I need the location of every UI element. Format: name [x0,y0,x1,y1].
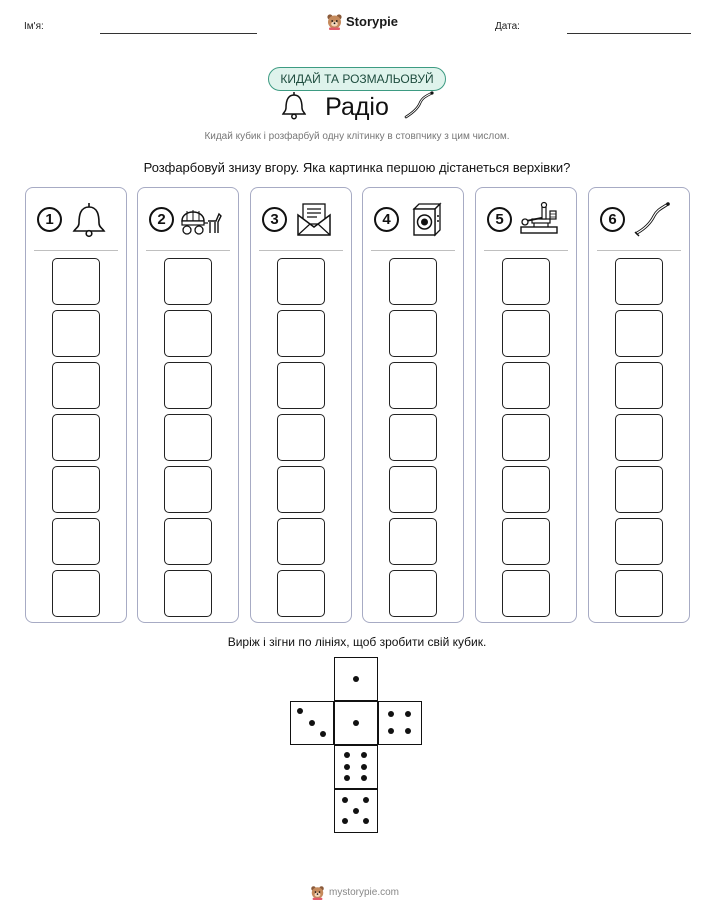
color-cell[interactable] [389,258,437,305]
column-number: 1 [37,207,62,232]
telegraph-key-icon [518,199,560,239]
footer-url[interactable]: mystorypie.com [329,887,400,898]
antenna-wire-icon [402,90,436,120]
bear-logo-icon [326,13,343,30]
color-cell[interactable] [164,518,212,565]
column-header [138,198,238,242]
color-cell[interactable] [52,466,100,513]
column-number: 3 [262,207,287,232]
dice-pip [405,711,411,717]
game-type-badge: КИДАЙ ТА РОЗМАЛЬОВУЙ [268,67,446,91]
color-cell[interactable] [277,518,325,565]
color-cell[interactable] [277,570,325,617]
color-cell[interactable] [277,362,325,409]
color-cell[interactable] [164,414,212,461]
brand-logo [326,13,398,30]
bear-logo-icon [310,885,325,900]
color-cell[interactable] [277,310,325,357]
color-cell[interactable] [277,466,325,513]
name-label: Ім'я: [24,21,44,32]
color-cell[interactable] [502,570,550,617]
dice-pip [297,708,303,714]
column-header [589,198,689,242]
color-cell[interactable] [502,466,550,513]
column-divider [34,250,118,251]
column-2 [137,187,239,623]
color-cell[interactable] [615,570,663,617]
horse-wagon-icon [180,199,222,239]
color-cell[interactable] [52,310,100,357]
color-cell[interactable] [277,258,325,305]
column-header [476,198,576,242]
color-cell[interactable] [164,570,212,617]
speaker-box-icon [405,199,447,239]
dice-pip [342,818,348,824]
color-cell[interactable] [52,570,100,617]
column-divider [259,250,343,251]
color-cell[interactable] [502,310,550,357]
dice-pip [388,711,394,717]
column-number: 2 [149,207,174,232]
column-header [251,198,351,242]
column-5 [475,187,577,623]
color-cell[interactable] [52,258,100,305]
dice-pip [388,728,394,734]
column-number: 5 [487,207,512,232]
dice-pip [344,775,350,781]
brand-name: Storypie [346,14,399,29]
footer [310,885,399,900]
dice-pip [342,797,348,803]
dice-pip [353,676,359,682]
page-title: Радіо [325,93,389,121]
dice-pip [361,775,367,781]
subtitle: Кидай кубик і розфарбуй одну клітинку в стовпчику з цим числом. [204,131,510,142]
dice-face-4 [378,701,422,745]
color-cell[interactable] [52,518,100,565]
color-cell[interactable] [389,362,437,409]
date-label: Дата: [495,21,520,32]
date-line[interactable] [567,33,691,34]
antenna-wire-icon [631,199,673,239]
column-divider [597,250,681,251]
dice-pip [353,720,359,726]
color-cell[interactable] [615,258,663,305]
color-cell[interactable] [164,310,212,357]
column-1 [25,187,127,623]
color-cell[interactable] [615,466,663,513]
dice-face-6 [334,745,378,789]
color-cell[interactable] [615,362,663,409]
color-cell[interactable] [502,518,550,565]
column-divider [146,250,230,251]
color-cell[interactable] [164,258,212,305]
dice-pip [353,808,359,814]
cut-instruction: Виріж і зігни по лініях, щоб зробити свій кубик. [227,635,487,649]
column-header [363,198,463,242]
column-number: 4 [374,207,399,232]
color-cell[interactable] [615,414,663,461]
dice-pip [344,764,350,770]
dice-face-1 [334,657,378,701]
color-cell[interactable] [389,570,437,617]
color-cell[interactable] [52,362,100,409]
color-cell[interactable] [164,362,212,409]
column-number: 6 [600,207,625,232]
dice-pip [405,728,411,734]
color-cell[interactable] [389,466,437,513]
color-cell[interactable] [389,310,437,357]
color-cell[interactable] [389,518,437,565]
color-cell[interactable] [277,414,325,461]
dice-pip [320,731,326,737]
dice-face-1 [334,701,378,745]
column-4 [362,187,464,623]
color-cell[interactable] [502,414,550,461]
bell-icon [68,199,110,239]
column-divider [371,250,455,251]
dice-pip [344,752,350,758]
instruction: Розфарбовуй знизу вгору. Яка картинка першою дістанеться верхівки? [143,160,571,175]
dice-pip [363,797,369,803]
dice-pip [363,818,369,824]
color-cell[interactable] [615,518,663,565]
color-cell[interactable] [389,414,437,461]
dice-face-5 [334,789,378,833]
name-line[interactable] [100,33,257,34]
dice-pip [361,752,367,758]
dice-pip [361,764,367,770]
color-cell[interactable] [502,362,550,409]
color-cell[interactable] [164,466,212,513]
column-3 [250,187,352,623]
color-cell[interactable] [502,258,550,305]
column-6 [588,187,690,623]
color-cell[interactable] [52,414,100,461]
envelope-letter-icon [293,199,335,239]
column-divider [484,250,568,251]
dice-pip [309,720,315,726]
dice-face-3 [290,701,334,745]
column-header [26,198,126,242]
color-cell[interactable] [615,310,663,357]
